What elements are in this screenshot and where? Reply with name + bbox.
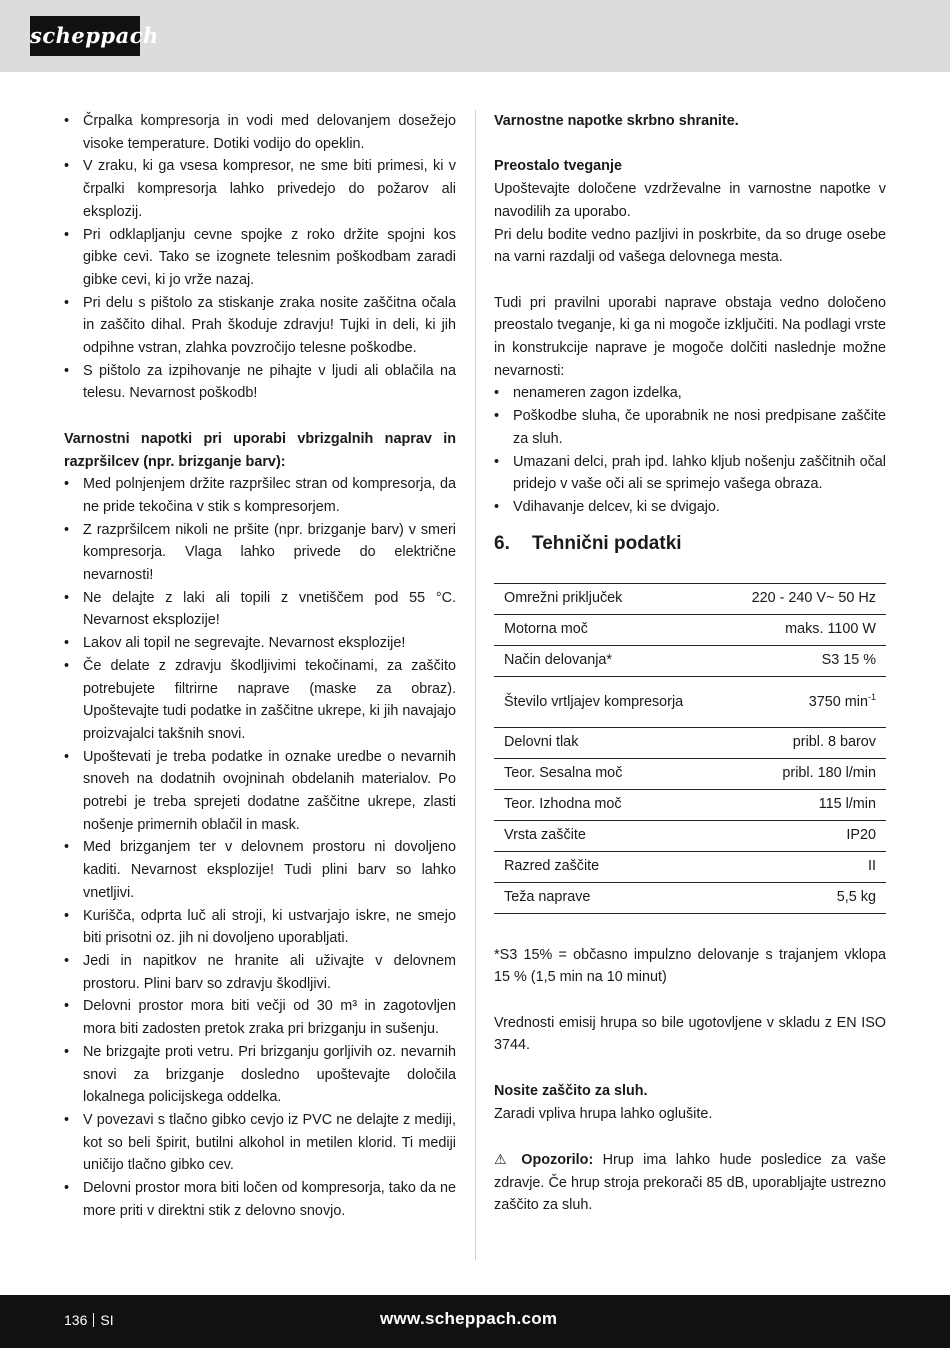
section-number: 6. — [494, 532, 510, 554]
list-item: • Črpalka kompresorja in vodi med delovanjem dosežejo visoke temperature. Dotiki vodijo do opeklin. — [64, 110, 456, 155]
noise-emission-text: Vrednosti emisij hrupa so bile ugotovljene v skladu z EN ISO 3744. — [494, 1014, 886, 1054]
table-row — [494, 727, 886, 758]
list-item: • Delovni prostor mora biti večji od 30 m³ in zagotovljen mora biti zadosten pretok zraka pri brizganju in sušenju. — [64, 995, 456, 1040]
section-title: Tehnični podatki — [532, 532, 682, 554]
spec-label: Razred zaščite — [494, 851, 721, 882]
list-item: • nenameren zagon izdelka, — [494, 382, 886, 405]
residual-risk-paragraph: Pri delu bodite vedno pazljivi in poskrbite, da so druge osebe na varni razdalji od vašega delovnega mesta. — [494, 226, 886, 266]
list-item: • Vdihavanje delcev, ki se dvigajo. — [494, 496, 886, 519]
table-row — [494, 645, 886, 676]
spec-label: Teor. Sesalna moč — [494, 758, 721, 789]
spray-safety-list — [64, 473, 456, 1222]
spec-label: Omrežni priključek — [494, 583, 721, 614]
spec-value: pribl. 8 barov — [721, 727, 886, 758]
list-item: • Pri delu s pištolo za stiskanje zraka nosite zaščitna očala in zaščito dihal. Prah škoduje zdravju! Tujki in deli, ki jih odpihne vstran, zlahka povzročijo telesne poškodbe. — [64, 292, 456, 360]
list-item: • Upoštevati je treba podatke in oznake uredbe o nevarnih snoveh na dodatnih ovojninah obdelanih materialov. Po potrebi je treba sprejeti dodatne zaščitne ukrepe, zlasti nošenje primernih oblačil in mask. — [64, 746, 456, 837]
spec-value-number: 3750 min — [808, 693, 868, 710]
table-row — [494, 820, 886, 851]
list-item: • Jedi in napitkov ne hranite ali uživajte v delovnem prostoru. Plini barv so zdravju škodljivi. — [64, 950, 456, 995]
spec-value: 220 - 240 V~ 50 Hz — [721, 583, 886, 614]
spec-value: IP20 — [721, 820, 886, 851]
list-item: • Pri odklapljanju cevne spojke z roko držite spojni kos gibke cevi. Tako se izognete telesnim poškodbam zaradi gibke cevi, ki jo vrže nazaj. — [64, 224, 456, 292]
warning-paragraph — [494, 1148, 886, 1217]
residual-risk-paragraph: Tudi pri pravilni uporabi naprave obstaja vedno določeno preostalo tveganje, ki ga ni mogoče izključiti. Na podlagi vrste in konstrukcije naprave je mogoče dolčiti naslednje možne nevarnosti: — [494, 294, 886, 379]
section-heading — [494, 529, 886, 559]
spec-value: 115 l/min — [721, 789, 886, 820]
spec-label: Način delovanja* — [494, 645, 721, 676]
warning-text: Hrup ima lahko hude posledice za vaše zdravje. Če hrup stroja prekorači 85 dB, uporabljajte ustrezno zaščito za sluh. — [494, 1151, 886, 1214]
specs-table — [494, 583, 886, 914]
left-column — [64, 110, 456, 1222]
table-row — [494, 758, 886, 789]
spec-label: Število vrtljajev kompresorja — [494, 676, 721, 727]
operating-mode-footnote: *S3 15% = občasno impulzno delovanje s trajanjem vklopa 15 % (1,5 min na 10 minut) — [494, 946, 886, 986]
hearing-protection-heading: Nosite zaščito za sluh. — [494, 1082, 648, 1099]
column-divider — [475, 110, 476, 1260]
list-item: • Ne brizgajte proti vetru. Pri brizganju gorljivih oz. nevarnih snovi za brizganje dosledno upoštevajte določila lokalnega policijskega oddelka. — [64, 1041, 456, 1109]
residual-risk-heading: Preostalo tveganje — [494, 158, 622, 175]
list-item: • Delovni prostor mora biti ločen od kompresorja, tako da ne more priti v direktni stik z delovno snovjo. — [64, 1177, 456, 1222]
warning-triangle-icon: ⚠ — [494, 1150, 512, 1167]
page-number-value: 136 — [64, 1312, 88, 1328]
safety-note: Varnostne napotke skrbno shranite. — [494, 113, 739, 129]
residual-risk-paragraph: Upoštevajte določene vzdrževalne in varnostne napotke v navodilih za uporabo. — [494, 181, 886, 220]
spec-label: Vrsta zaščite — [494, 820, 721, 851]
hearing-protection-text: Zaradi vpliva hrupa lahko oglušite. — [494, 1105, 713, 1122]
table-row — [494, 882, 886, 913]
right-column — [494, 110, 886, 1217]
table-row — [494, 614, 886, 645]
list-item: • Z razpršilcem nikoli ne pršite (npr. brizganje barv) v smeri kompresorja. Vlaga lahko privede do električne nevarnosti! — [64, 519, 456, 587]
list-item: • Lakov ali topil ne segrevajte. Nevarnost eksplozije! — [64, 632, 456, 655]
spec-label: Motorna moč — [494, 614, 721, 645]
list-item: • Če delate z zdravju škodljivimi tekočinami, za zaščito potrebujete filtrirne naprave (maske za obraz). Upoštevajte tudi podatke in zaščitne ukrepe, ki jih navajajo proizvajalci takšnih snovi. — [64, 655, 456, 746]
list-item: • Med polnjenjem držite razpršilec stran od kompresorja, da ne pride tekočina v stik s kompresorjem. — [64, 473, 456, 518]
language-code: SI — [100, 1312, 114, 1328]
warning-label: Opozorilo: — [521, 1151, 594, 1168]
spec-label: Teor. Izhodna moč — [494, 789, 721, 820]
spec-value: 5,5 kg — [721, 882, 886, 913]
website-url: www.scheppach.com — [380, 1309, 558, 1328]
list-item: • Poškodbe sluha, če uporabnik ne nosi predpisane zaščite za sluh. — [494, 405, 886, 450]
spec-value — [721, 676, 886, 727]
spray-safety-heading: Varnostni napotki pri uporabi vbrizgalnih naprav in razpršilcev (npr. brizganje barv): — [64, 430, 456, 470]
spec-value: S3 15 % — [721, 645, 886, 676]
list-item: • Kurišča, odprta luč ali stroji, ki ustvarjajo iskre, ne smejo biti prisotni oz. jih ni dovoljeno uporabljati. — [64, 905, 456, 950]
compressor-safety-list — [64, 110, 456, 405]
list-item: • V zraku, ki ga vsesa kompresor, ne sme biti primesi, ki v črpalki kompresorja lahko privedejo do požarov ali eksplozij. — [64, 155, 456, 223]
spec-value: pribl. 180 l/min — [721, 758, 886, 789]
table-row — [494, 789, 886, 820]
risk-list — [494, 382, 886, 518]
page-number — [64, 1309, 114, 1331]
list-item: • Med brizganjem ter v delovnem prostoru ni dovoljeno kaditi. Nevarnost eksplozije! Tudi plini barv so lahko vnetljivi. — [64, 836, 456, 904]
page-footer — [0, 1295, 950, 1348]
list-item: • Umazani delci, prah ipd. lahko kljub nošenju zaščitnih očal pridejo v vaše oči ali se sprimejo vašega obraza. — [494, 451, 886, 496]
page-header — [0, 0, 950, 72]
list-item: • Ne delajte z laki ali topili z vnetiščem pod 55 °C. Nevarnost eksplozije! — [64, 587, 456, 632]
list-item: • V povezavi s tlačno gibko cevjo iz PVC ne delajte z mediji, kot so beli špirit, butilni alkohol in metilen klorid. Ti mediji uničijo tlačno gibko cev. — [64, 1109, 456, 1177]
list-item: • S pištolo za izpihovanje ne pihajte v ljudi ali oblačila na telesu. Nevarnost poškodb! — [64, 360, 456, 405]
spec-label: Teža naprave — [494, 882, 721, 913]
table-row — [494, 583, 886, 614]
brand-logo: scheppach — [30, 16, 140, 56]
table-row — [494, 676, 886, 727]
spec-value-exponent: -1 — [867, 691, 876, 702]
spec-value: maks. 1100 W — [721, 614, 886, 645]
table-row — [494, 851, 886, 882]
spec-value: II — [721, 851, 886, 882]
spec-label: Delovni tlak — [494, 727, 721, 758]
